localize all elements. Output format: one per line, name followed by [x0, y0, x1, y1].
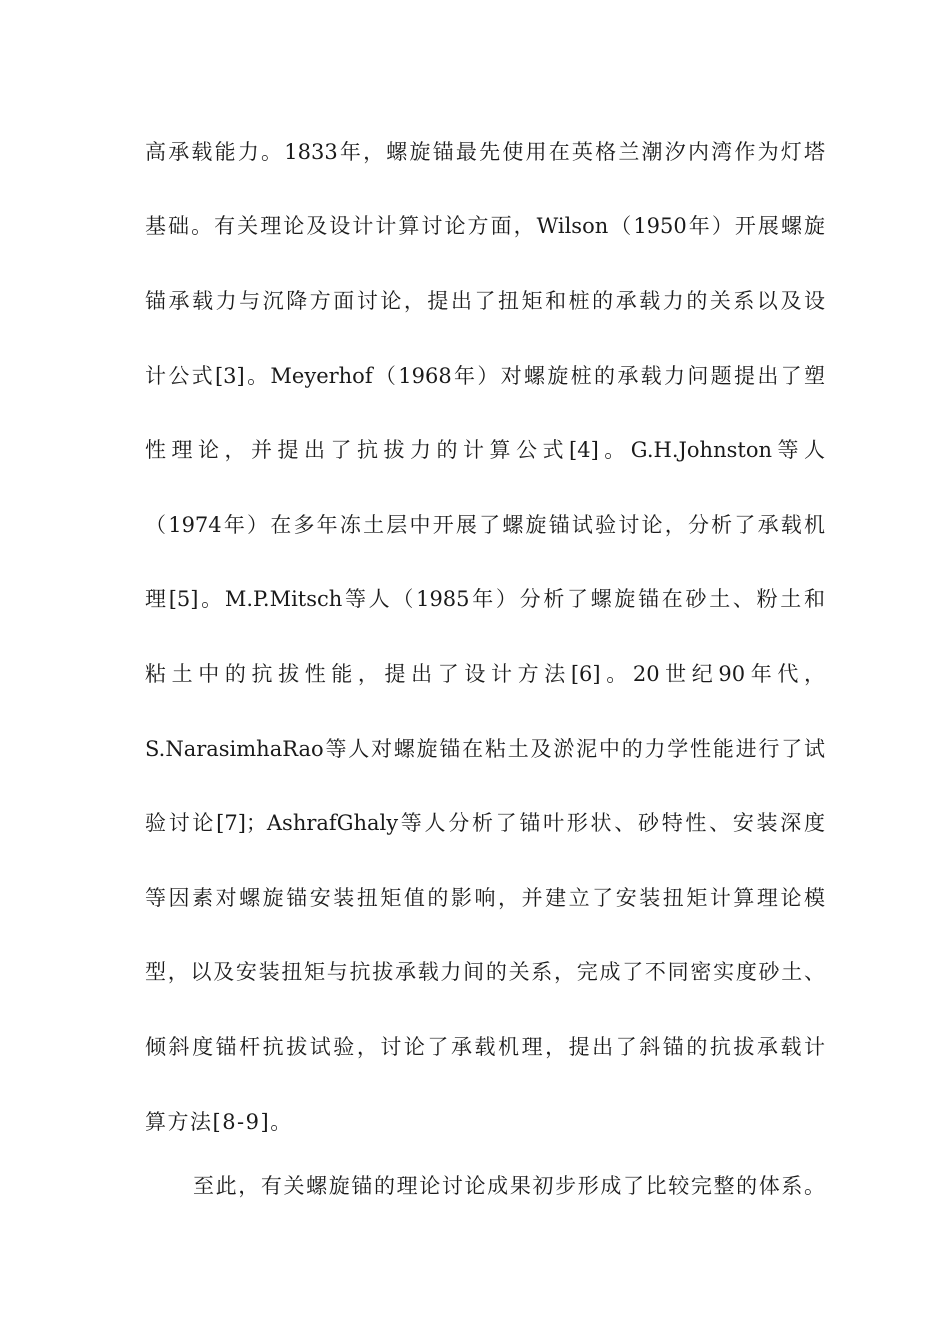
text-line: 倾斜度锚杆抗拔试验，讨论了承载机理，提出了斜锚的抗拔承载计: [145, 1035, 825, 1059]
text-line: 验讨论[7]；AshrafGhaly等人分析了锚叶形状、砂特性、安装深度: [145, 811, 825, 835]
text-line: 计公式[3]。Meyerhof（1968年）对螺旋桩的承载力问题提出了塑: [145, 364, 825, 388]
text-line: 粘土中的抗拔性能，提出了设计方法[6]。20世纪90年代，: [145, 662, 825, 686]
text-line: 基础。有关理论及设计计算讨论方面，Wilson（1950年）开展螺旋: [145, 214, 825, 238]
text-line: 高承载能力。1833年，螺旋锚最先使用在英格兰潮汐内湾作为灯塔: [145, 140, 825, 164]
text-line: （1974年）在多年冻土层中开展了螺旋锚试验讨论，分析了承载机: [145, 513, 825, 537]
text-line: S.NarasimhaRao等人对螺旋锚在粘土及淤泥中的力学性能进行了试: [145, 737, 825, 761]
text-line: 等因素对螺旋锚安装扭矩值的影响，并建立了安装扭矩计算理论模: [145, 886, 825, 910]
text-line: 性理论，并提出了抗拔力的计算公式[4]。G.H.Johnston等人: [145, 438, 825, 462]
text-line: 型，以及安装扭矩与抗拔承载力间的关系，完成了不同密实度砂土、: [145, 960, 825, 984]
paragraph-text: 至此，有关螺旋锚的理论讨论成果初步形成了比较完整的体系。: [193, 1174, 825, 1198]
text-line: 锚承载力与沉降方面讨论，提出了扭矩和桩的承载力的关系以及设: [145, 289, 825, 313]
text-line: 算方法[8-9]。: [145, 1110, 293, 1134]
text-line: 理[5]。M.P.Mitsch等人（1985年）分析了螺旋锚在砂土、粉土和: [145, 587, 825, 611]
